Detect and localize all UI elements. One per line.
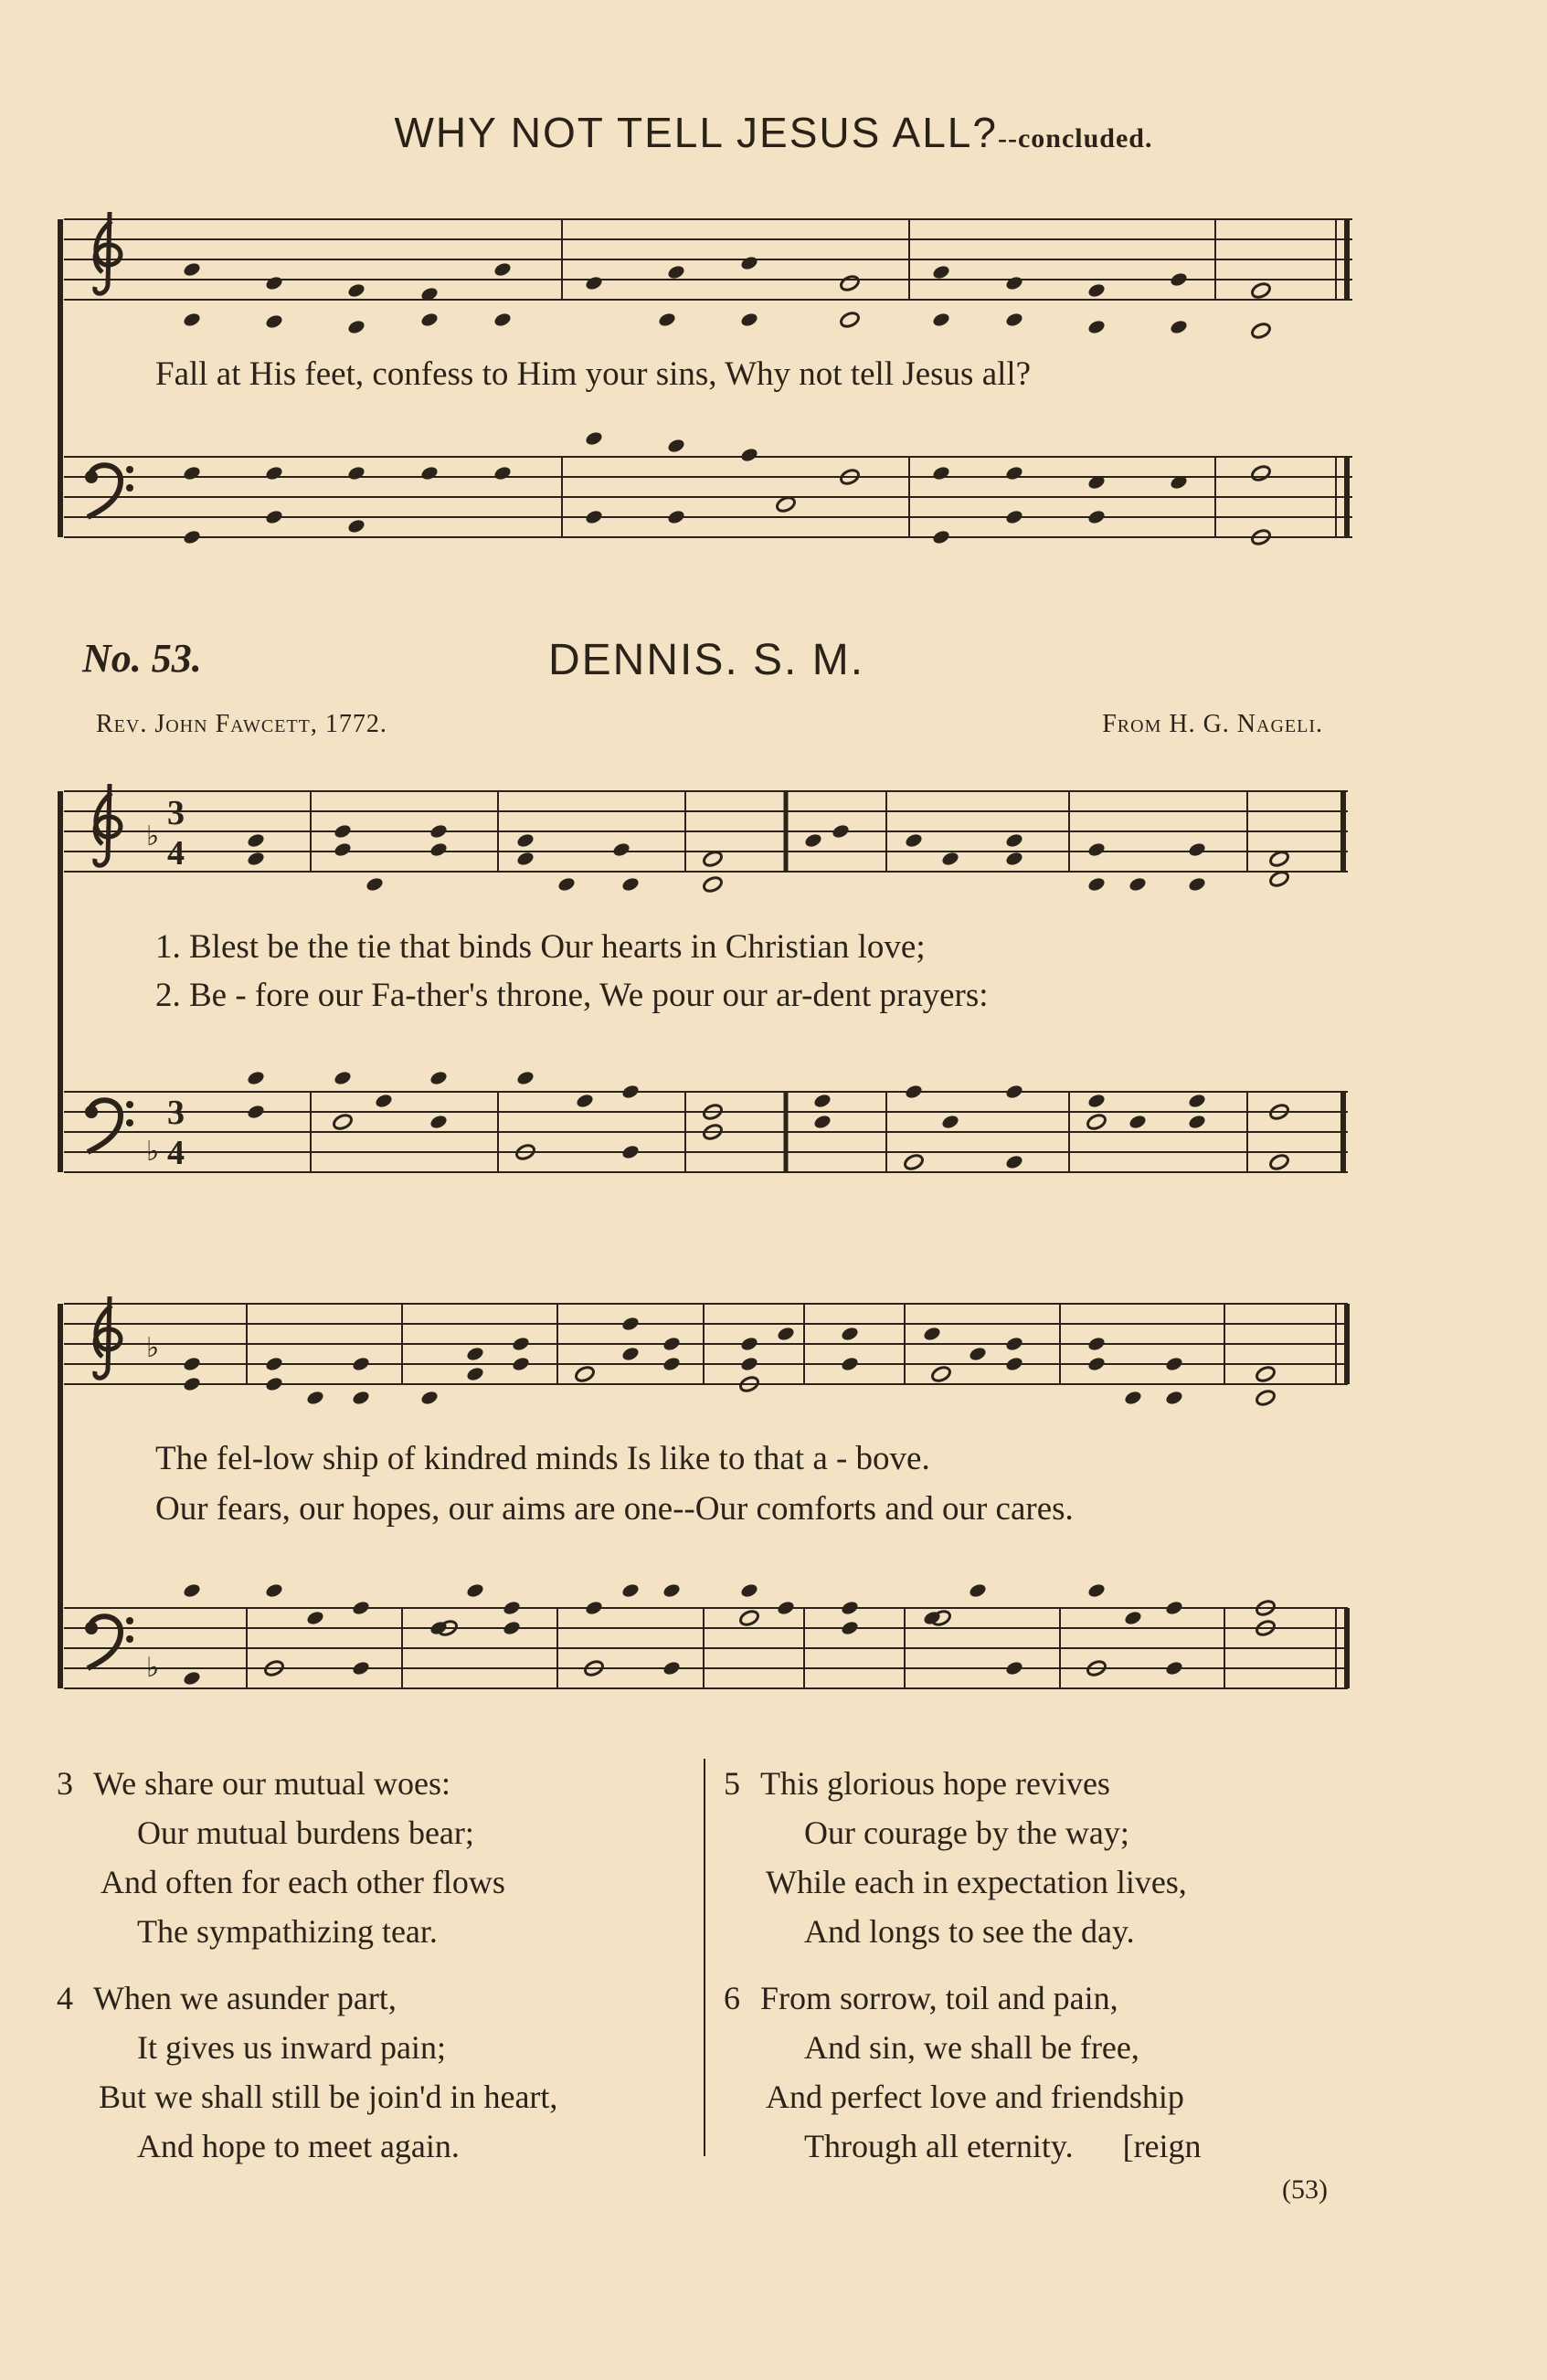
svg-text:♭: ♭	[146, 1136, 160, 1168]
verse-4-line-2: It gives us inward pain;	[137, 2029, 446, 2066]
verse-6-number: 6	[724, 1980, 740, 2016]
verse-5	[724, 1759, 1187, 1956]
page-number: (53)	[1282, 2174, 1328, 2205]
svg-text:3: 3	[167, 794, 185, 832]
composer-credit: From H. G. Nageli.	[1102, 710, 1323, 738]
continued-hymn-title-suffix: --concluded.	[997, 123, 1153, 153]
lyric-line1-verse2: 2. Be - fore our Fa-ther's throne, We pour our ar-dent prayers:	[155, 977, 989, 1014]
verse-4-line-1: When we asunder part,	[93, 1980, 397, 2016]
verse-5-line-4: And longs to see the day.	[804, 1913, 1135, 1950]
svg-text:♭: ♭	[146, 1652, 160, 1684]
svg-text:4: 4	[167, 834, 185, 873]
hymn-title: DENNIS. S. M.	[548, 636, 865, 684]
svg-text:3: 3	[167, 1094, 185, 1132]
verse-6	[724, 1973, 1202, 2171]
lyric-line2-verse1: The fel-low ship of kindred minds Is like to that a - bove.	[155, 1440, 930, 1477]
continued-hymn-title-main: WHY NOT TELL JESUS ALL?	[394, 109, 998, 156]
verse-3-line-3: And often for each other flows	[101, 1864, 505, 1900]
verse-6-line-3: And perfect love and friendship	[766, 2079, 1184, 2115]
svg-text:♭: ♭	[146, 820, 160, 852]
verse-4	[57, 1973, 557, 2171]
verse-3	[57, 1759, 505, 1956]
svg-text:4: 4	[167, 1134, 185, 1172]
verse-4-number: 4	[57, 1980, 73, 2016]
lyric-line1-verse1: 1. Blest be the tie that binds Our hearts in Christian love;	[155, 928, 926, 966]
verse-5-line-3: While each in expectation lives,	[766, 1864, 1187, 1900]
verse-3-number: 3	[57, 1765, 73, 1802]
verse-6-line-2: And sin, we shall be free,	[804, 2029, 1139, 2066]
verse-4-line-3: But we shall still be join'd in heart,	[99, 2079, 558, 2115]
svg-text:♭: ♭	[146, 1332, 160, 1364]
verse-5-line-1: This glorious hope revives	[760, 1765, 1110, 1802]
verse-3-line-4: The sympathizing tear.	[137, 1913, 438, 1950]
hymn-number: No. 53.	[82, 636, 202, 681]
system-1-notes	[182, 255, 1272, 546]
top-lyric: Fall at His feet, confess to Him your sins, Why not tell Jesus all?	[155, 355, 1032, 393]
verse-6-line-1: From sorrow, toil and pain,	[760, 1980, 1118, 2016]
author-credit: Rev. John Fawcett, 1772.	[96, 710, 387, 738]
verse-5-number: 5	[724, 1765, 740, 1802]
verse-5-line-2: Our courage by the way;	[804, 1814, 1129, 1851]
verse-3-line-2: Our mutual burdens bear;	[137, 1814, 474, 1851]
verse-4-line-4: And hope to meet again.	[137, 2128, 460, 2164]
lyric-line2-verse2: Our fears, our hopes, our aims are one--Our comforts and our cares.	[155, 1490, 1074, 1528]
verse-divider	[704, 1759, 705, 2156]
verse-3-line-1: We share our mutual woes:	[93, 1765, 450, 1802]
verse-6-line-4: Through all eternity. [reign	[804, 2128, 1202, 2164]
